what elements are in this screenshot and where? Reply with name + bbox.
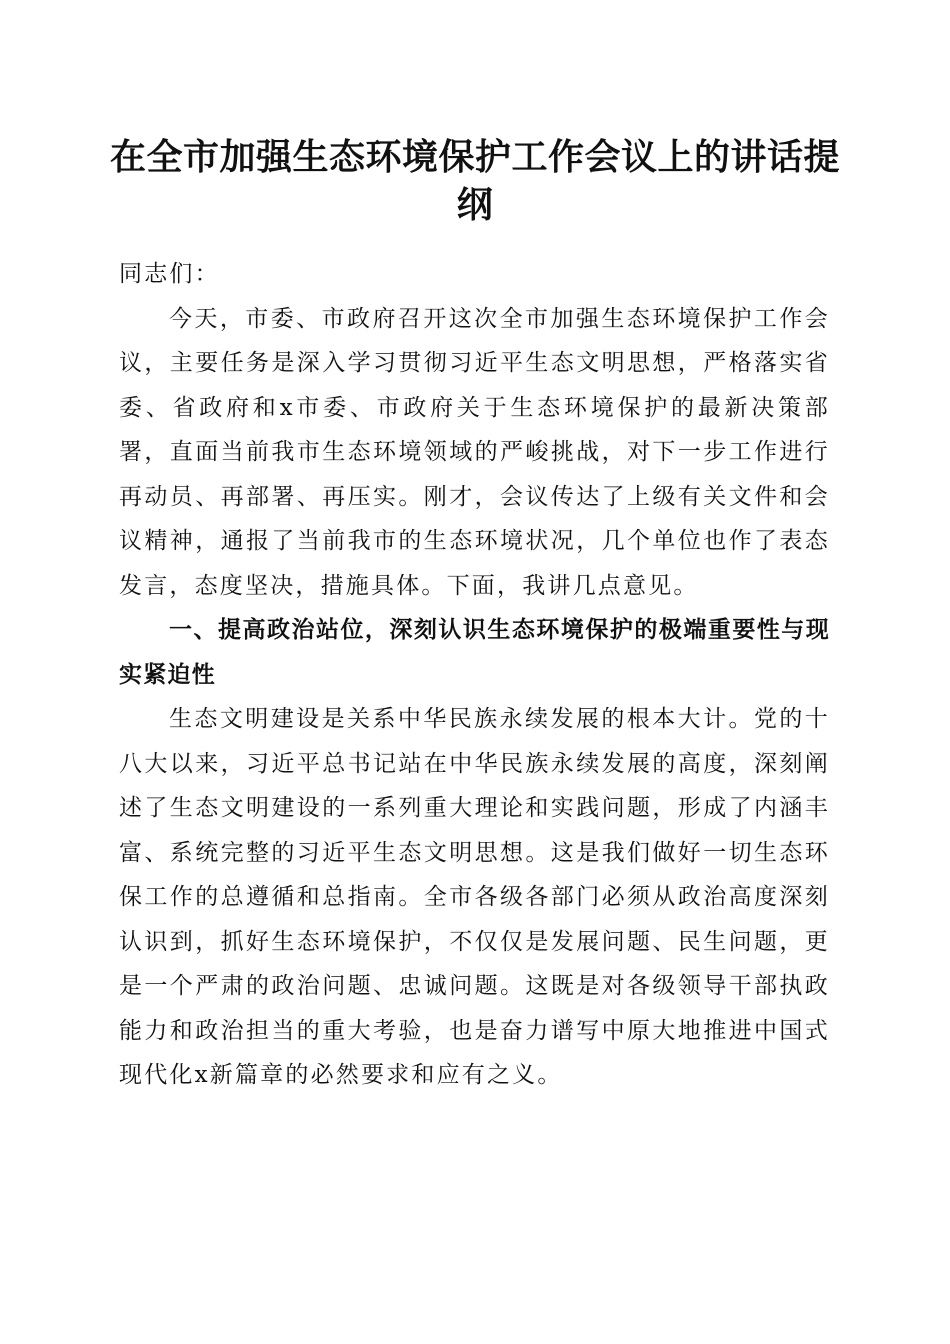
opening-paragraph: 今天，市委、市政府召开这次全市加强生态环境保护工作会议，主要任务是深入学习贯彻习近平生态文明思想，严格落实省委、省政府和x市委、市政府关于生态环境保护的最新决策部署，直面当前我市生态环境领域的严峻挑战，对下一步工作进行再动员、再部署、再压实。刚才，会议传达了上级有关文件和会议精神，通报了当前我市的生态环境状况，几个单位也作了表态发言，态度坚决，措施具体。下面，我讲几点意见。 (119, 305, 830, 599)
document-body (119, 252, 830, 1098)
document-title: 在全市加强生态环境保护工作会议上的讲话提纲 (110, 136, 841, 226)
section-heading-1: 一、提高政治站位，深刻认识生态环境保护的极端重要性与现实紧迫性 (119, 617, 830, 688)
salutation: 同志们： (119, 261, 220, 287)
section-1-paragraph: 生态文明建设是关系中华民族永续发展的根本大计。党的十八大以来，习近平总书记站在中华民族永续发展的高度，深刻阐述了生态文明建设的一系列重大理论和实践问题，形成了内涵丰富、系统完整的习近平生态文明思想。这是我们做好一切生态环保工作的总遵循和总指南。全市各级各部门必须从政治高度深刻认识到，抓好生态环境保护，不仅仅是发展问题、民生问题，更是一个严肃的政治问题、忠诚问题。这既是对各级领导干部执政能力和政治担当的重大考验，也是奋力谱写中原大地推进中国式现代化x新篇章的必然要求和应有之义。 (119, 706, 830, 1088)
